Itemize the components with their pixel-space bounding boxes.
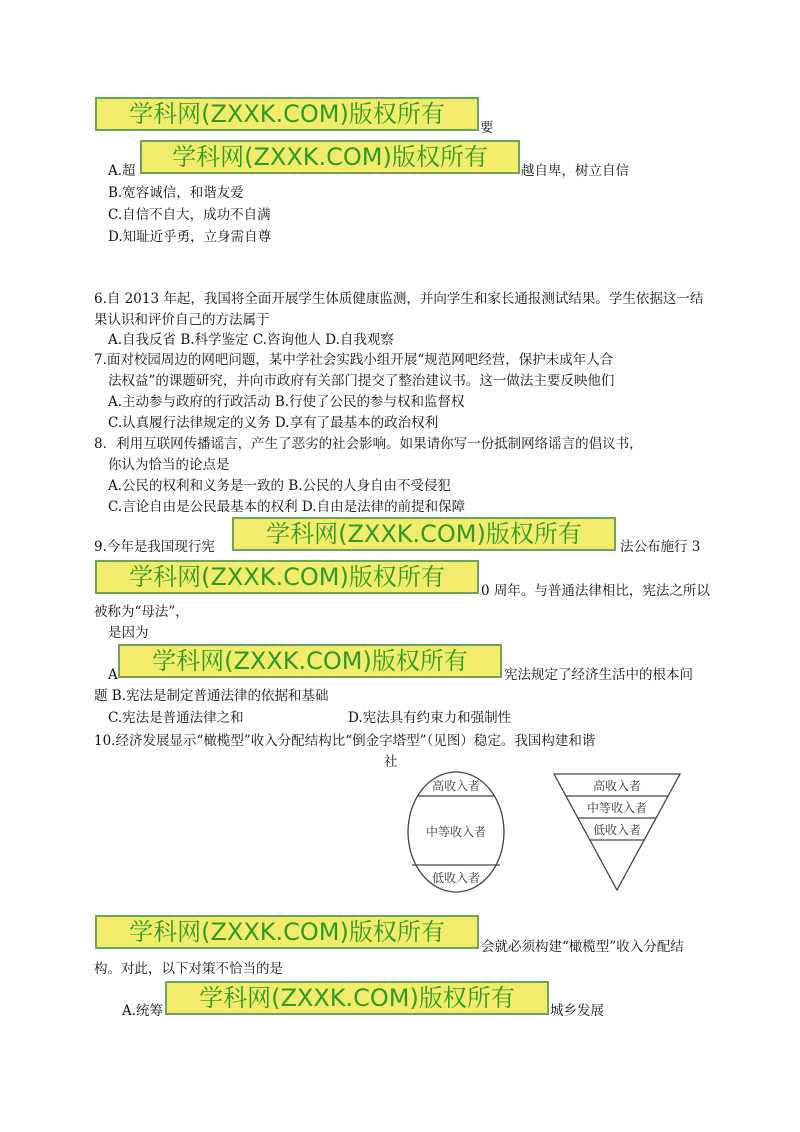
olive-low-income-label: 低收入者 xyxy=(431,871,481,885)
q8-options-ab: A.公民的权利和义务是一致的 B.公民的人身自由不受侵犯 xyxy=(108,478,452,494)
watermark-banner: 学科网(ZXXK.COM)版权所有 xyxy=(95,915,479,949)
q6-stem-line1: 6.自 2013 年起，我国将全面开展学生体质健康监测，并向学生和家长通报测试结果。学生依据这一结 xyxy=(94,291,704,307)
q7-options-ab: A.主动参与政府的行政活动 B.行使了公民的参与权和监督权 xyxy=(108,394,465,410)
olive-middle-income-label: 中等收入者 xyxy=(425,825,487,839)
watermark-banner: 学科网(ZXXK.COM)版权所有 xyxy=(165,981,549,1015)
q8-options-cd: C.言论自由是公民最基本的权利 D.自由是法律的前提和保障 xyxy=(108,499,466,515)
watermark-banner: 学科网(ZXXK.COM)版权所有 xyxy=(140,140,520,174)
q6-stem-line2: 果认识和评价自己的方法属于 xyxy=(94,312,270,328)
pyramid-low-income-label: 低收入者 xyxy=(592,823,642,837)
watermark-banner: 学科网(ZXXK.COM)版权所有 xyxy=(232,517,616,551)
q10-option-a-start: A.统筹 xyxy=(122,1003,164,1019)
q5-option-a-end: 越自卑，树立自信 xyxy=(521,163,629,179)
q9-option-a-end: 宪法规定了经济生活中的根本问 xyxy=(504,667,693,683)
q7-stem-line2: 法权益”的课题研究，并向市政府有关部门提交了整治建议书。这一做法主要反映他们 xyxy=(108,373,615,389)
inverted-pyramid-diagram xyxy=(554,774,680,890)
q10-stem-line3-end: 会就必须构建“橄榄型”收入分配结 xyxy=(481,939,684,955)
olive-diagram xyxy=(408,772,504,892)
q9-option-a-start: A xyxy=(108,667,118,683)
watermark-banner: 学科网(ZXXK.COM)版权所有 xyxy=(95,560,479,594)
q5-stem-tail: 要 xyxy=(480,120,494,136)
q5-option-a-start: A.超 xyxy=(108,163,136,179)
q9-stem-line4: 是因为 xyxy=(108,625,149,641)
q5-option-b: B.宽容诚信，和谐友爱 xyxy=(108,185,244,201)
q8-stem-line2: 你认为恰当的论点是 xyxy=(108,457,230,473)
pyramid-middle-income-label: 中等收入者 xyxy=(586,801,648,815)
q10-stem-line2: 社 xyxy=(384,754,398,770)
watermark-banner: 学科网(ZXXK.COM)版权所有 xyxy=(95,97,479,131)
q10-option-a-end: 城乡发展 xyxy=(550,1003,604,1019)
q8-stem-line1: 8．利用互联网传播谣言，产生了恶劣的社会影响。如果请你写一份抵制网络谣言的倡议书， xyxy=(94,436,643,452)
q9-stem-line1-start: 9.今年是我国现行宪 xyxy=(94,539,215,555)
q10-stem-line1: 10.经济发展显示“橄榄型”收入分配结构比“倒金字塔型”（见图）稳定。我国构建和谐 xyxy=(94,733,596,749)
pyramid-high-income-label: 高收入者 xyxy=(592,779,642,793)
q6-options: A.自我反省 B.科学鉴定 C.咨询他人 D.自我观察 xyxy=(108,332,394,348)
q9-option-d: D.宪法具有约束力和强制性 xyxy=(348,710,512,726)
q10-stem-line4: 构。对此，以下对策不恰当的是 xyxy=(94,961,283,977)
q7-options-cd: C.认真履行法律规定的义务 D.享有了最基本的政治权利 xyxy=(108,415,439,431)
q9-option-b: 题 B.宪法是制定普通法律的依据和基础 xyxy=(94,688,329,704)
q9-stem-line3: 被称为“母法”， xyxy=(94,604,189,620)
q5-option-d: D.知耻近乎勇，立身需自尊 xyxy=(108,229,272,245)
olive-high-income-label: 高收入者 xyxy=(431,779,481,793)
q9-stem-line2-end: 0 周年。与普通法律相比，宪法之所以 xyxy=(481,583,710,599)
income-structure-figure xyxy=(404,770,704,900)
q9-option-c: C.宪法是普通法律之和 xyxy=(108,710,244,726)
q7-stem-line1: 7.面对校园周边的网吧问题，某中学社会实践小组开展“规范网吧经营，保护未成年人合 xyxy=(94,352,614,368)
q5-option-c: C.自信不自大，成功不自满 xyxy=(108,207,271,223)
watermark-banner: 学科网(ZXXK.COM)版权所有 xyxy=(118,644,502,678)
q9-stem-line1-end: 法公布施行 3 xyxy=(620,539,701,555)
